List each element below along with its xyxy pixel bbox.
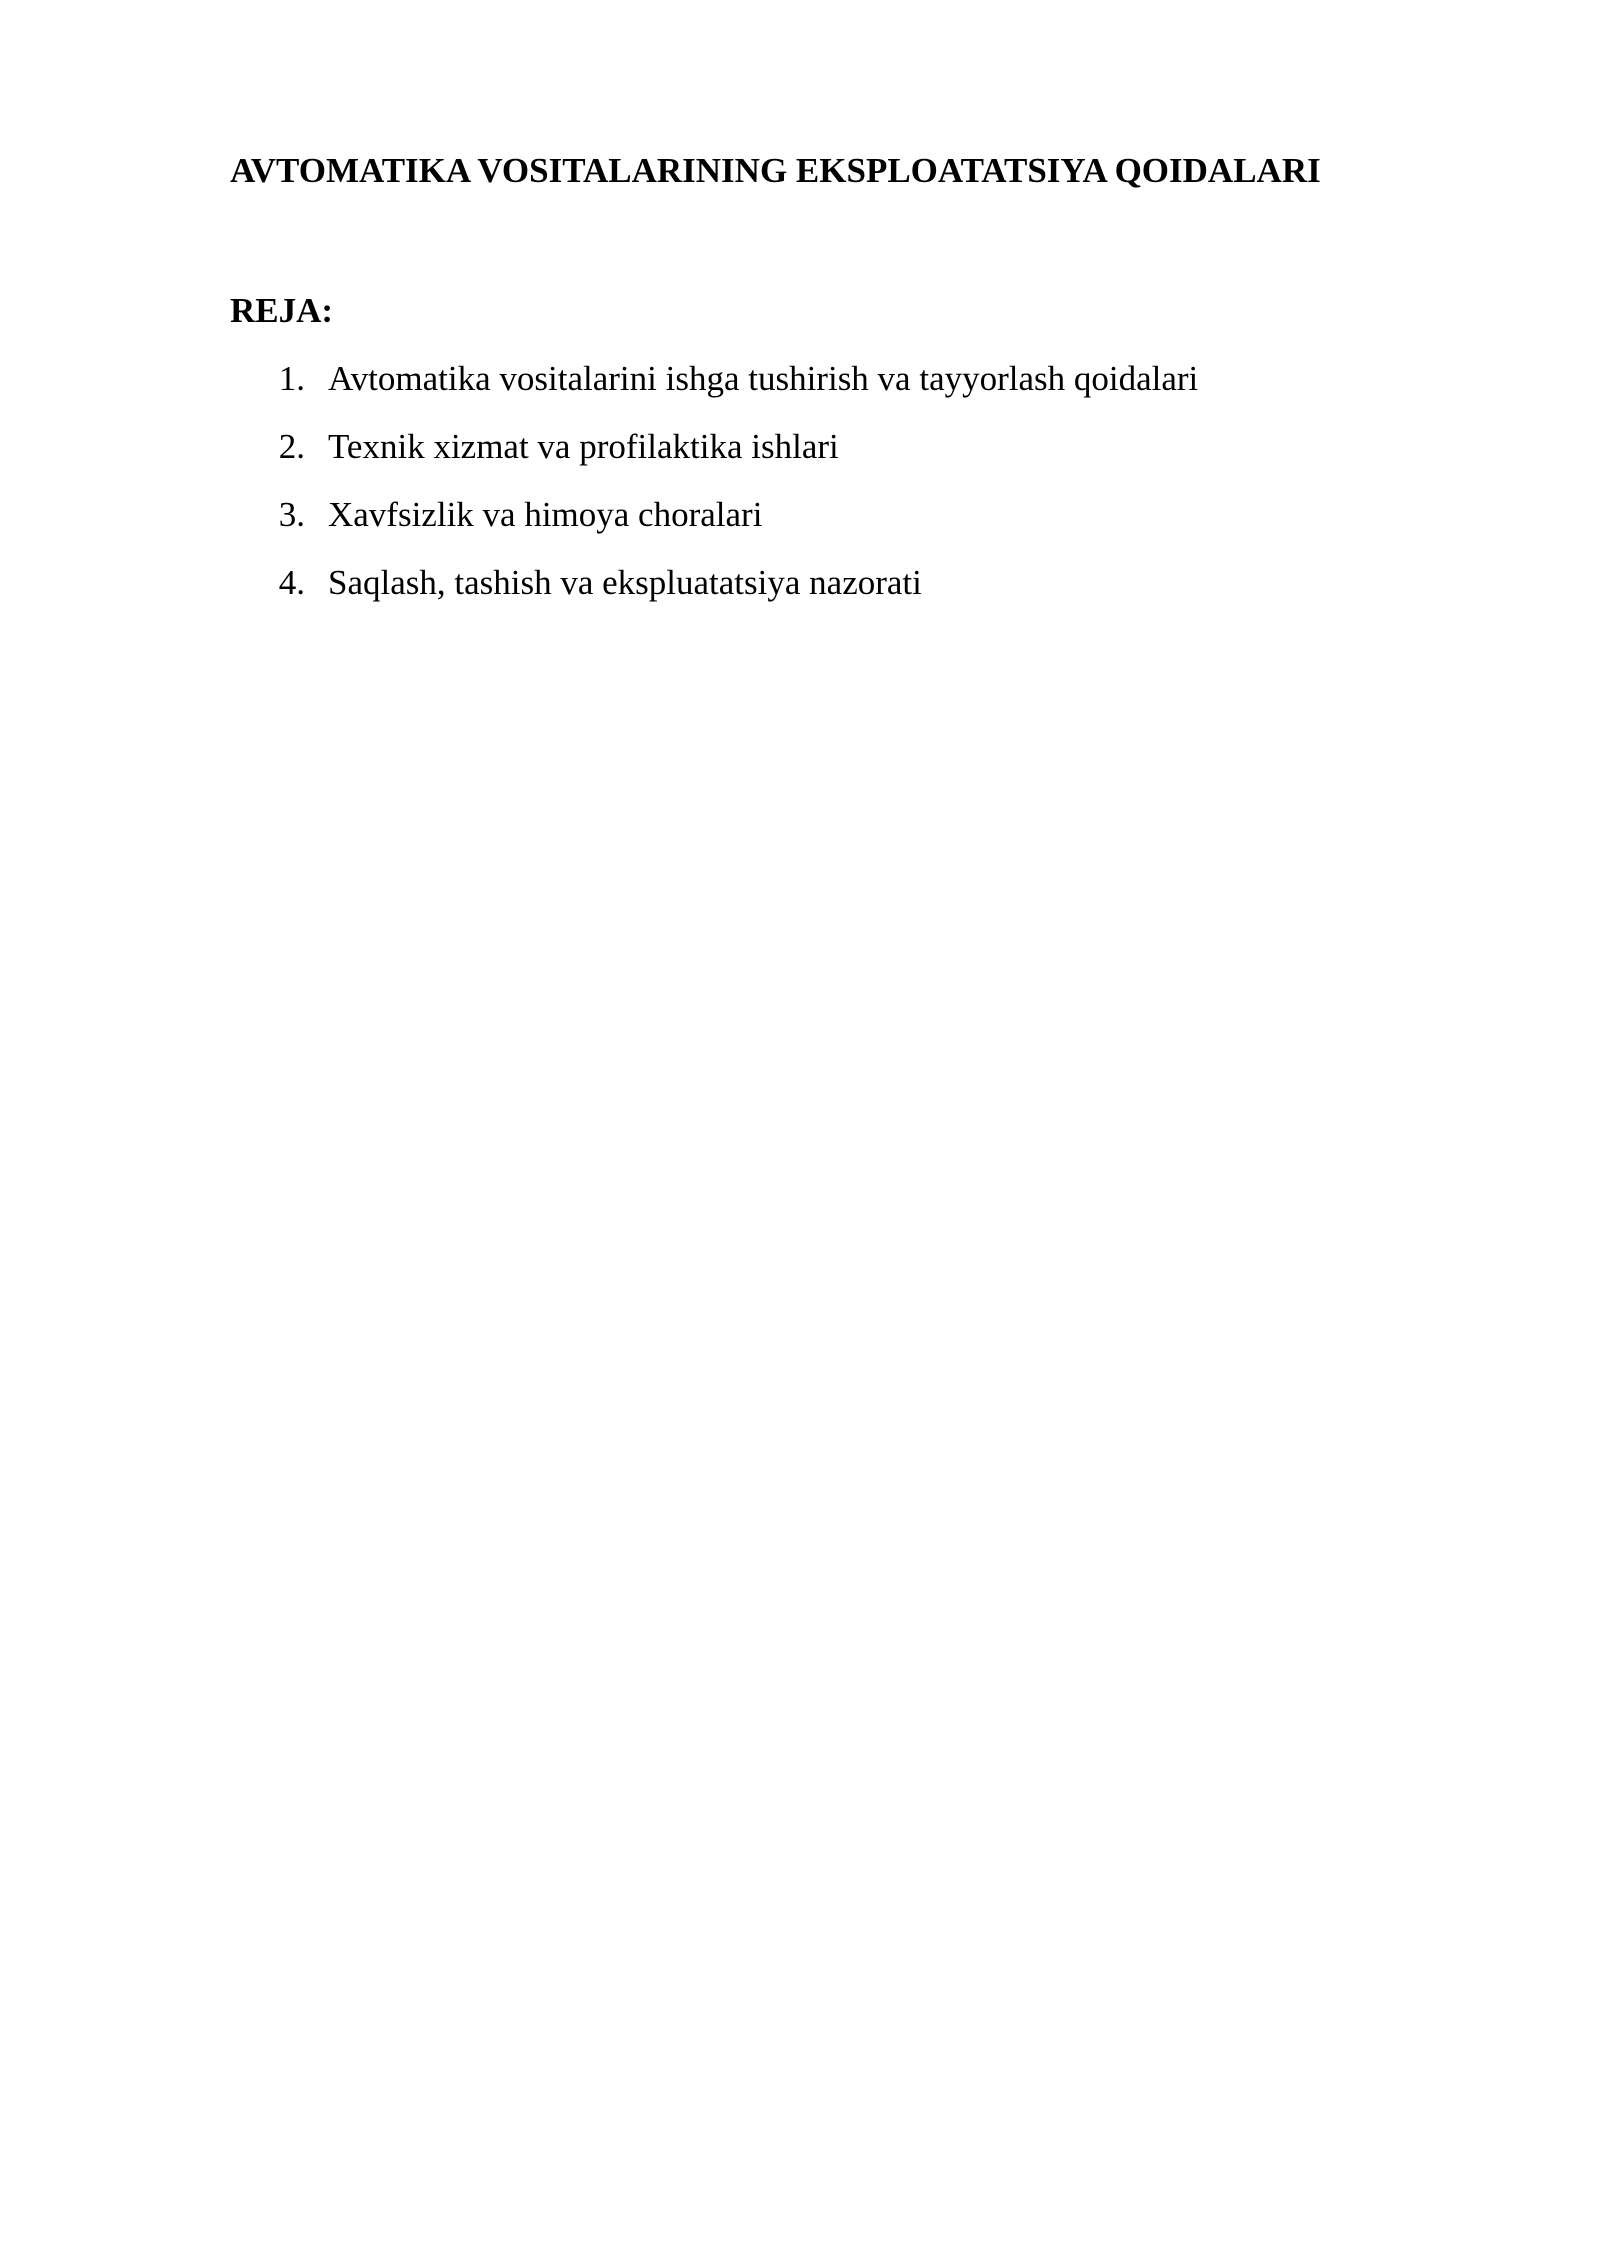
plan-item — [230, 358, 1198, 426]
plan-item-number: 1. — [278, 359, 305, 398]
plan-item — [230, 494, 1198, 562]
plan-item-number: 4. — [278, 563, 305, 602]
plan-item-number: 2. — [278, 427, 305, 466]
plan-item-text: Avtomatika vositalarini ishga tushirish va tayyorlash qoidalari — [328, 359, 1199, 398]
plan-heading: REJA: — [230, 291, 334, 330]
document-title: AVTOMATIKA VOSITALARINING EKSPLOATATSIYA QOIDALARI — [230, 151, 1321, 190]
plan-item-text: Saqlash, tashish va ekspluatatsiya nazorati — [328, 563, 922, 602]
plan-item-text: Texnik xizmat va profilaktika ishlari — [328, 427, 839, 466]
plan-list — [230, 358, 1198, 630]
plan-item-number: 3. — [278, 495, 305, 534]
plan-item — [230, 426, 1198, 494]
plan-item — [230, 562, 1198, 630]
plan-item-text: Xavfsizlik va himoya choralari — [328, 495, 763, 534]
